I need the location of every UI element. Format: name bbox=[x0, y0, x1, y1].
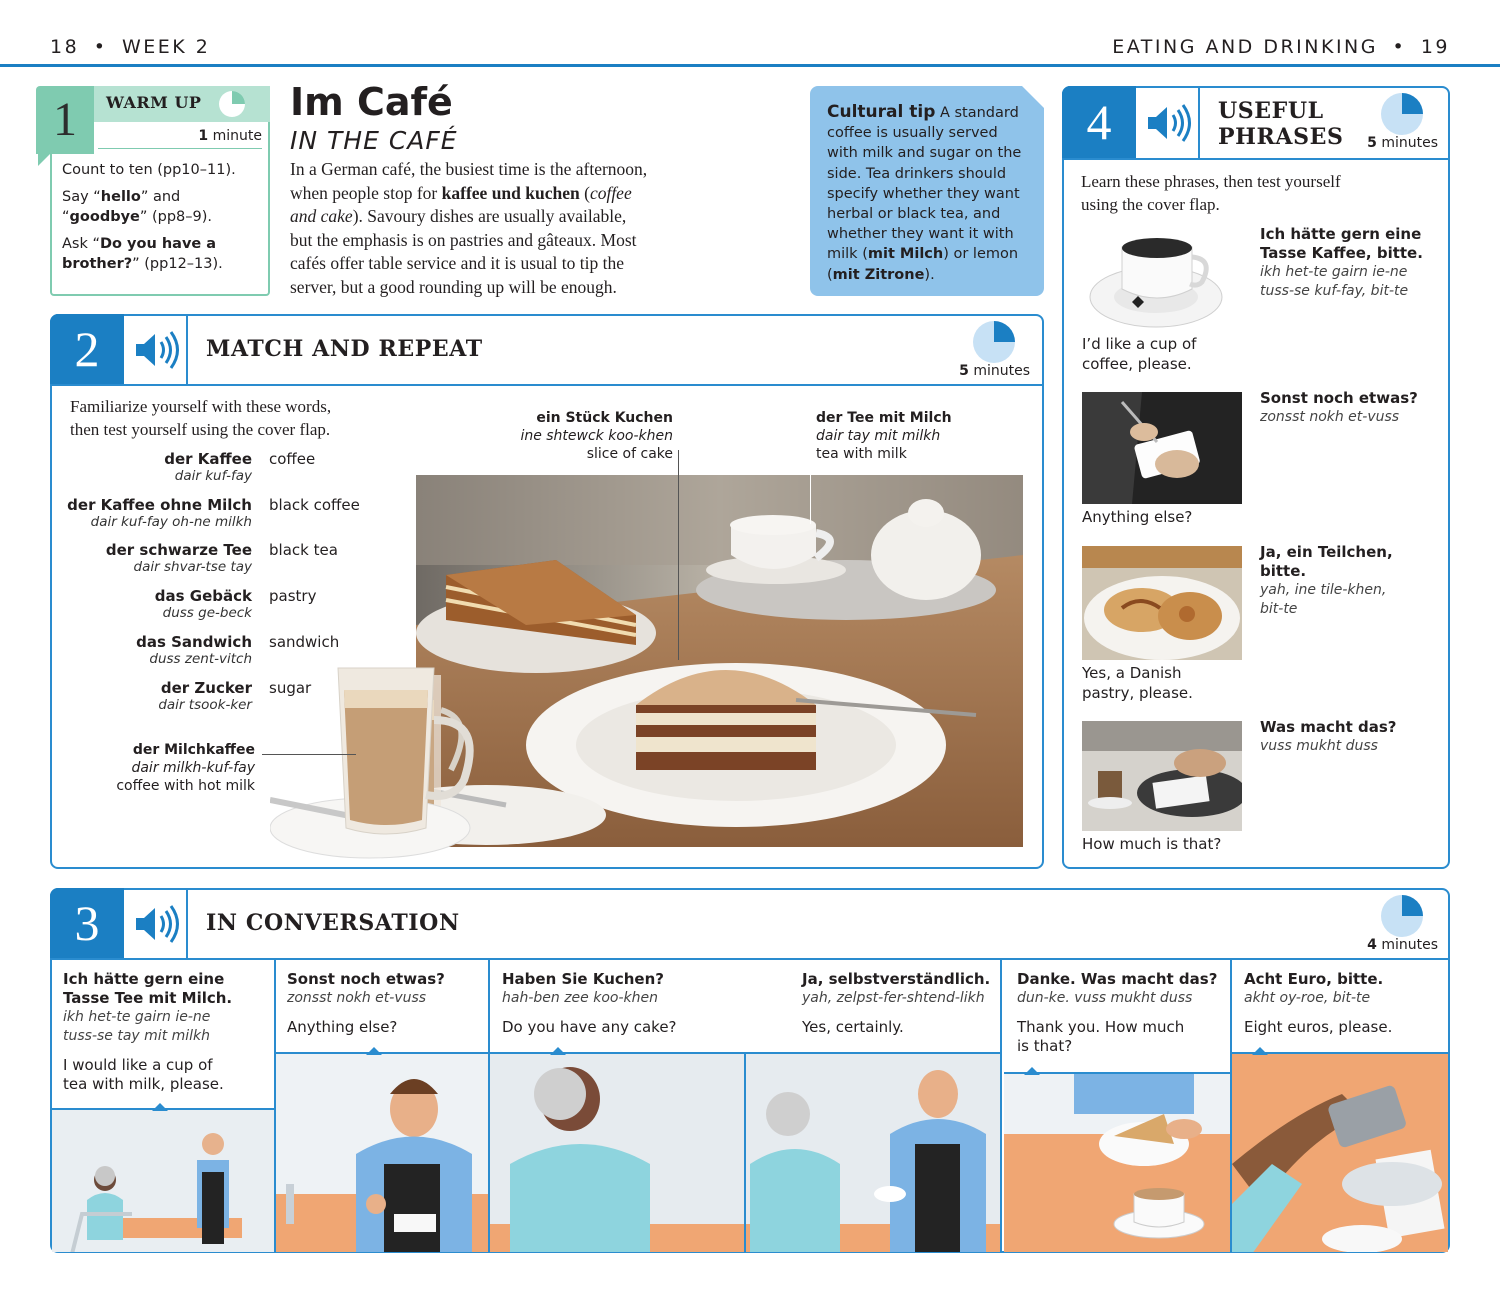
illustration-customer-and-waiter bbox=[490, 1052, 1000, 1252]
cultural-tip-label: Cultural tip bbox=[827, 102, 936, 122]
phrase-image-coffee-cup bbox=[1082, 222, 1230, 334]
phrase-image-paying-bill bbox=[1082, 721, 1242, 831]
match-number-tab bbox=[50, 314, 124, 384]
callout-milk: der Milchkaffee dair milkh-kuf-fay coffee with hot milk bbox=[116, 742, 255, 794]
phrase-2: Sonst noch etwas? zonsst nokh et-vuss bbox=[1260, 389, 1418, 425]
conversation-title: IN CONVERSATION bbox=[206, 910, 460, 936]
useful-minutes: 5 minutes bbox=[1367, 135, 1438, 151]
warmup-tasks bbox=[62, 160, 262, 274]
conversation-panel-4-text: Ja, selbstverständlich. yah, zelpst-fer-shtend-likh Yes, certainly. bbox=[802, 970, 991, 1036]
header-bullet-right: • bbox=[1392, 36, 1407, 58]
match-title: MATCH AND REPEAT bbox=[206, 336, 483, 362]
phrase-2-english: Anything else? bbox=[1082, 508, 1193, 526]
conversation-panel-3: Haben Sie Kuchen? hah-ben zee koo-khen Do you have any cake? Ja, selbstverständlich. yah, zelpst-fer-shtend-likh Yes, certainly. bbox=[490, 958, 1002, 1252]
running-header-right bbox=[1112, 36, 1450, 58]
speaker-icon[interactable] bbox=[1136, 88, 1200, 158]
cafe-photo bbox=[416, 475, 1023, 847]
left-page-number: 18 bbox=[50, 36, 80, 58]
phrase-1-english: I’d like a cup of coffee, please. bbox=[1082, 335, 1197, 373]
callout-tea-line bbox=[810, 450, 811, 524]
useful-instructions: Learn these phrases, then test yourself using the cover flap. bbox=[1081, 172, 1341, 214]
match-number: 2 bbox=[74, 321, 100, 377]
useful-title: USEFUL PHRASES bbox=[1218, 98, 1344, 150]
warmup-task-3b: brother?” (pp12–13). bbox=[62, 256, 223, 272]
warmup-task-1: Count to ten (pp10–11). bbox=[62, 162, 236, 178]
useful-header-divider bbox=[1064, 158, 1448, 160]
running-header-left bbox=[50, 36, 210, 58]
header-bullet: • bbox=[93, 36, 108, 58]
warmup-task-2b: “goodbye” (pp8–9). bbox=[62, 209, 213, 225]
timer-icon bbox=[218, 90, 246, 118]
phrase-4: Was macht das? vuss mukht duss bbox=[1260, 718, 1397, 754]
warmup-number: 1 bbox=[53, 93, 77, 146]
timer-icon bbox=[1380, 894, 1424, 938]
callout-milk-line bbox=[262, 754, 356, 755]
right-page-number: 19 bbox=[1420, 36, 1450, 58]
illustration-waiter-asking bbox=[276, 1052, 488, 1252]
phrase-image-waiter-notepad bbox=[1082, 392, 1242, 504]
right-page-title: EATING AND DRINKING bbox=[1112, 36, 1378, 58]
illustration-paying-by-card bbox=[1232, 1052, 1448, 1252]
match-speaker-button[interactable] bbox=[124, 316, 188, 384]
speaker-icon[interactable] bbox=[124, 890, 188, 958]
phrase-3: Ja, ein Teilchen, bitte. yah, ine tile-khen, bit-te bbox=[1260, 543, 1393, 617]
left-page-title: WEEK 2 bbox=[122, 36, 211, 58]
useful-number-tab bbox=[1062, 86, 1136, 158]
warmup-label-bar bbox=[94, 86, 270, 122]
callout-tea: der Tee mit Milch dair tay mit milkh tea with milk bbox=[816, 410, 952, 462]
phrase-1: Ich hätte gern eine Tasse Kaffee, bitte. ikh het-te gairn ie-ne tuss-se kuf-fay, bit-te bbox=[1260, 225, 1423, 299]
page-subtitle: IN THE CAFÉ bbox=[290, 126, 458, 155]
timer-icon bbox=[972, 320, 1016, 364]
latte-glass bbox=[270, 660, 490, 870]
match-minutes: 5 minutes bbox=[959, 363, 1030, 379]
phrase-4-english: How much is that? bbox=[1082, 835, 1222, 853]
conversation-speaker-button[interactable] bbox=[124, 890, 188, 958]
warmup-tab-tail bbox=[38, 150, 54, 166]
timer-icon bbox=[1380, 92, 1424, 136]
useful-number: 4 bbox=[1086, 94, 1112, 150]
conversation-minutes: 4 minutes bbox=[1367, 937, 1438, 953]
warmup-task-3: Ask “Do you have a bbox=[62, 236, 217, 252]
warmup-number-tab bbox=[36, 86, 94, 154]
warmup-minutes: 1 minute bbox=[198, 128, 262, 144]
page-title: Im Café bbox=[290, 80, 453, 124]
useful-speaker-button[interactable] bbox=[1136, 88, 1200, 158]
callout-cake: ein Stück Kuchen ine shtewck koo-khen slice of cake bbox=[520, 410, 673, 462]
warmup-task-2: Say “hello” and bbox=[62, 189, 181, 205]
cultural-tip-box: Cultural tip A standard coffee is usually served with milk and sugar on the side. Tea drinkers should specify whether they want herbal or black tea, and whether they want it with milk (mit Milch) or lemon (mit Zitrone). bbox=[810, 86, 1044, 296]
conversation-panel-6: Acht Euro, bitte. akht oy-roe, bit-te Eight euros, please. bbox=[1232, 958, 1448, 1252]
illustration-cake-served bbox=[1004, 1072, 1230, 1252]
match-header-divider bbox=[52, 384, 1042, 386]
header-rule bbox=[0, 64, 1500, 67]
conversation-panel-2: Sonst noch etwas? zonsst nokh et-vuss Anything else? bbox=[276, 958, 490, 1252]
intro-paragraph: In a German café, the busiest time is the afternoon, when people stop for kaffee und kuchen (coffee and cake). Savoury dishes are usually available, but the emphasis is on pastries and gâteaux. Most cafés offer table service and it is usual to tip the server, but a good rounding up will be enough. bbox=[290, 159, 648, 297]
callout-cake-line bbox=[678, 450, 679, 660]
conversation-panel-5: Danke. Was macht das? dun-ke. vuss mukht duss Thank you. How much is that? bbox=[1004, 958, 1232, 1252]
conversation-number-tab bbox=[50, 888, 124, 958]
conversation-panel-1: Ich hätte gern eine Tasse Tee mit Milch. ikh het-te gairn ie-ne tuss-se tay mit milkh I would like a cup of tea with milk, please. bbox=[52, 958, 276, 1252]
phrase-3-english: Yes, a Danish pastry, please. bbox=[1082, 664, 1193, 702]
speaker-icon[interactable] bbox=[124, 316, 188, 384]
illustration-ordering-tea bbox=[52, 1108, 274, 1252]
warmup-divider bbox=[98, 148, 262, 149]
conversation-number: 3 bbox=[74, 895, 100, 951]
phrase-image-danish-pastry bbox=[1082, 546, 1242, 660]
warmup-label: WARM UP bbox=[106, 93, 202, 112]
match-instructions: Familiarize yourself with these words, then test yourself using the cover flap. bbox=[70, 397, 332, 439]
